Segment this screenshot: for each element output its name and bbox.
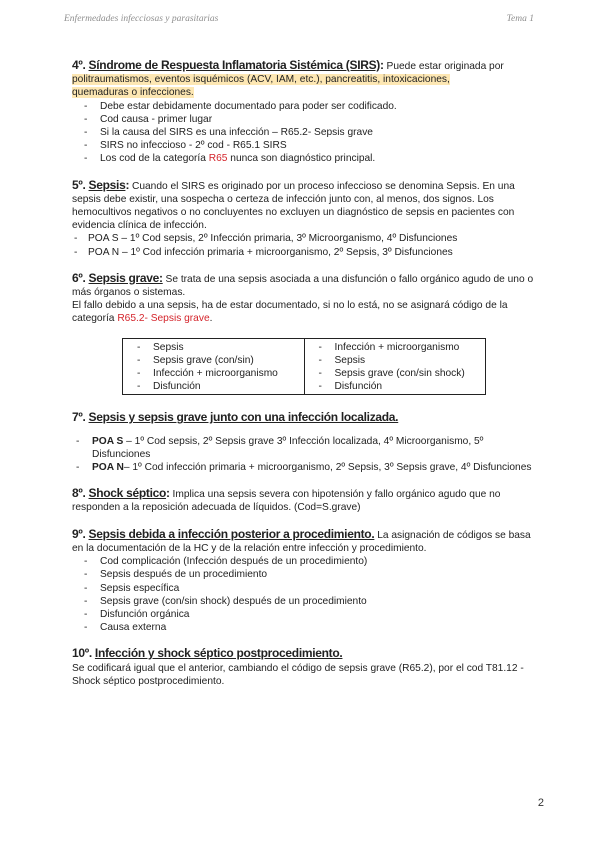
section-6: 6º. Sepsis grave: Se trata de una sepsis asociada a una disfunción o fallo orgánico agudo de uno o más órganos o sistemas. El fallo debido a una sepsis, ha de estar documentado, si no lo está, no se asignará código de la categoría R65.2- Sepsis grave. - Sepsis - Sepsis grave (con/sin) - Infección + microorganismo - Disfunción - Infección + microorganismo - Sepsis - Sepsis grave (con/sin shock) - Disfunción	[72, 272, 540, 396]
section-5-list	[72, 232, 540, 258]
list-item: - POA N– 1º Cod infección primaria + microorganismo, 2º Sepsis, 3º Sepsis grave, 4º Disfunciones	[72, 461, 540, 474]
section-4-list	[72, 100, 540, 166]
page-header	[64, 14, 536, 30]
list-item: - POA N – 1º Cod infección primaria + microorganismo, 2º Sepsis, 3º Disfunciones	[72, 246, 540, 259]
list-item: - Disfunción	[127, 380, 300, 393]
list-item: - SIRS no infeccioso - 2º cod - R65.1 SIRS	[72, 139, 540, 152]
section-6-heading: 6º. Sepsis grave:	[72, 270, 163, 285]
list-item: - Sepsis	[309, 354, 482, 367]
section-4-heading: 4º. Síndrome de Respuesta Inflamatoria Sistémica (SIRS):	[72, 58, 384, 72]
section-9-list	[72, 555, 540, 634]
list-item: - Infección + microorganismo	[309, 341, 482, 354]
section-5-heading: 5º. Sepsis:	[72, 177, 130, 192]
section-10-text: Se codificará igual que el anterior, cambiando el código de sepsis grave (R65.2), por el cod T81.12 - Shock séptico postprocedimiento.	[72, 662, 524, 687]
list-item: - Sepsis	[127, 341, 300, 354]
list-item: - Sepsis después de un procedimiento	[72, 568, 540, 581]
section-7-list	[72, 435, 540, 475]
table-cell-poa-n	[304, 338, 486, 395]
section-8: 8º. Shock séptico: Implica una sepsis severa con hipotensión y fallo orgánico agudo que no responden a la reposición adecuada de líquidos. (Cod=S.grave)	[72, 486, 501, 514]
list-item: - Disfunción orgánica	[72, 608, 540, 621]
list-item: - Si la causa del SIRS es una infección – R65.2- Sepsis grave	[72, 126, 540, 139]
highlighted-causes: politraumatismos, eventos isquémicos (ACV, IAM, etc.), pancreatitis, intoxicaciones, quemaduras o infecciones.	[72, 74, 450, 99]
header-topic: Tema 1	[506, 14, 534, 24]
header-subject: Enfermedades infecciosas y parasitarias	[64, 14, 219, 24]
list-item: - POA S – 1º Cod sepsis, 2º Sepsis grave 3º Infección localizada, 4º Microorganismo, 5º Disfunciones	[72, 435, 540, 461]
section-10	[72, 647, 540, 688]
document-body	[72, 59, 540, 688]
list-item: - Sepsis grave (con/sin)	[127, 354, 300, 367]
section-9: 9º. Sepsis debida a infección posterior a procedimiento. La asignación de códigos se basa en la documentación de la HC y de la relación entre infección y procedimiento. - Cod complicación (Infección después de un procedimiento) - Sepsis después de un procedimiento - Sepsis específica - Sepsis grave (con/sin shock) después de un procedimiento - Disfunción orgánica - Causa externa	[72, 528, 540, 635]
list-item: - Infección + microorganismo	[127, 367, 300, 380]
list-item: - Sepsis grave (con/sin shock) después de un procedimiento	[72, 595, 540, 608]
list-item: - Sepsis específica	[72, 582, 540, 595]
section-9-heading: 9º. Sepsis debida a infección posterior a procedimiento.	[72, 526, 375, 541]
list-item: - Causa externa	[72, 621, 540, 634]
category-code: R65.2- Sepsis grave	[117, 313, 210, 325]
list-item: - Debe estar debidamente documentado para poder ser codificado.	[72, 100, 540, 113]
list-item: - Disfunción	[309, 380, 482, 393]
list-item: - Sepsis grave (con/sin shock)	[309, 367, 482, 380]
section-4	[72, 59, 540, 166]
section-7-heading: 7º. Sepsis y sepsis grave junto con una infección localizada.	[72, 410, 399, 425]
section-7	[72, 411, 540, 474]
table-cell-poa-s	[123, 338, 305, 395]
sepsis-order-table	[122, 338, 486, 396]
page-number: 2	[537, 797, 544, 809]
list-item: - Cod causa - primer lugar	[72, 113, 540, 126]
list-item: - Cod complicación (Infección después de un procedimiento)	[72, 555, 540, 568]
section-10-heading: 10º. Infección y shock séptico postprocedimiento.	[72, 646, 343, 661]
list-item: - Los cod de la categoría R65 nunca son diagnóstico principal.	[72, 152, 540, 165]
section-4-intro: 4º. Síndrome de Respuesta Inflamatoria Sistémica (SIRS): Puede estar originada por politraumatismos, eventos isquémicos (ACV, IAM, etc.), pancreatitis, intoxicaciones, quemaduras o infecciones.	[72, 58, 504, 99]
section-8-heading: 8º. Shock séptico:	[72, 486, 170, 501]
list-item: - POA S – 1º Cod sepsis, 2º Infección primaria, 3º Microorganismo, 4º Disfunciones	[72, 232, 540, 245]
section-5: 5º. Sepsis: Cuando el SIRS es originado por un proceso infeccioso se denomina Sepsis. En una sepsis debe existir, una sospecha o certeza de infección junto con, al menos, dos signos. Los hemocultivos negativos o no concluyentes no excluyen un diagnóstico de sepsis en pacientes con evidencia clínica de infección. - POA S – 1º Cod sepsis, 2º Infección primaria, 3º Microorganismo, 4º Disfunciones - POA N – 1º Cod infección primaria + microorganismo, 2º Sepsis, 3º Disfunciones	[72, 179, 540, 259]
